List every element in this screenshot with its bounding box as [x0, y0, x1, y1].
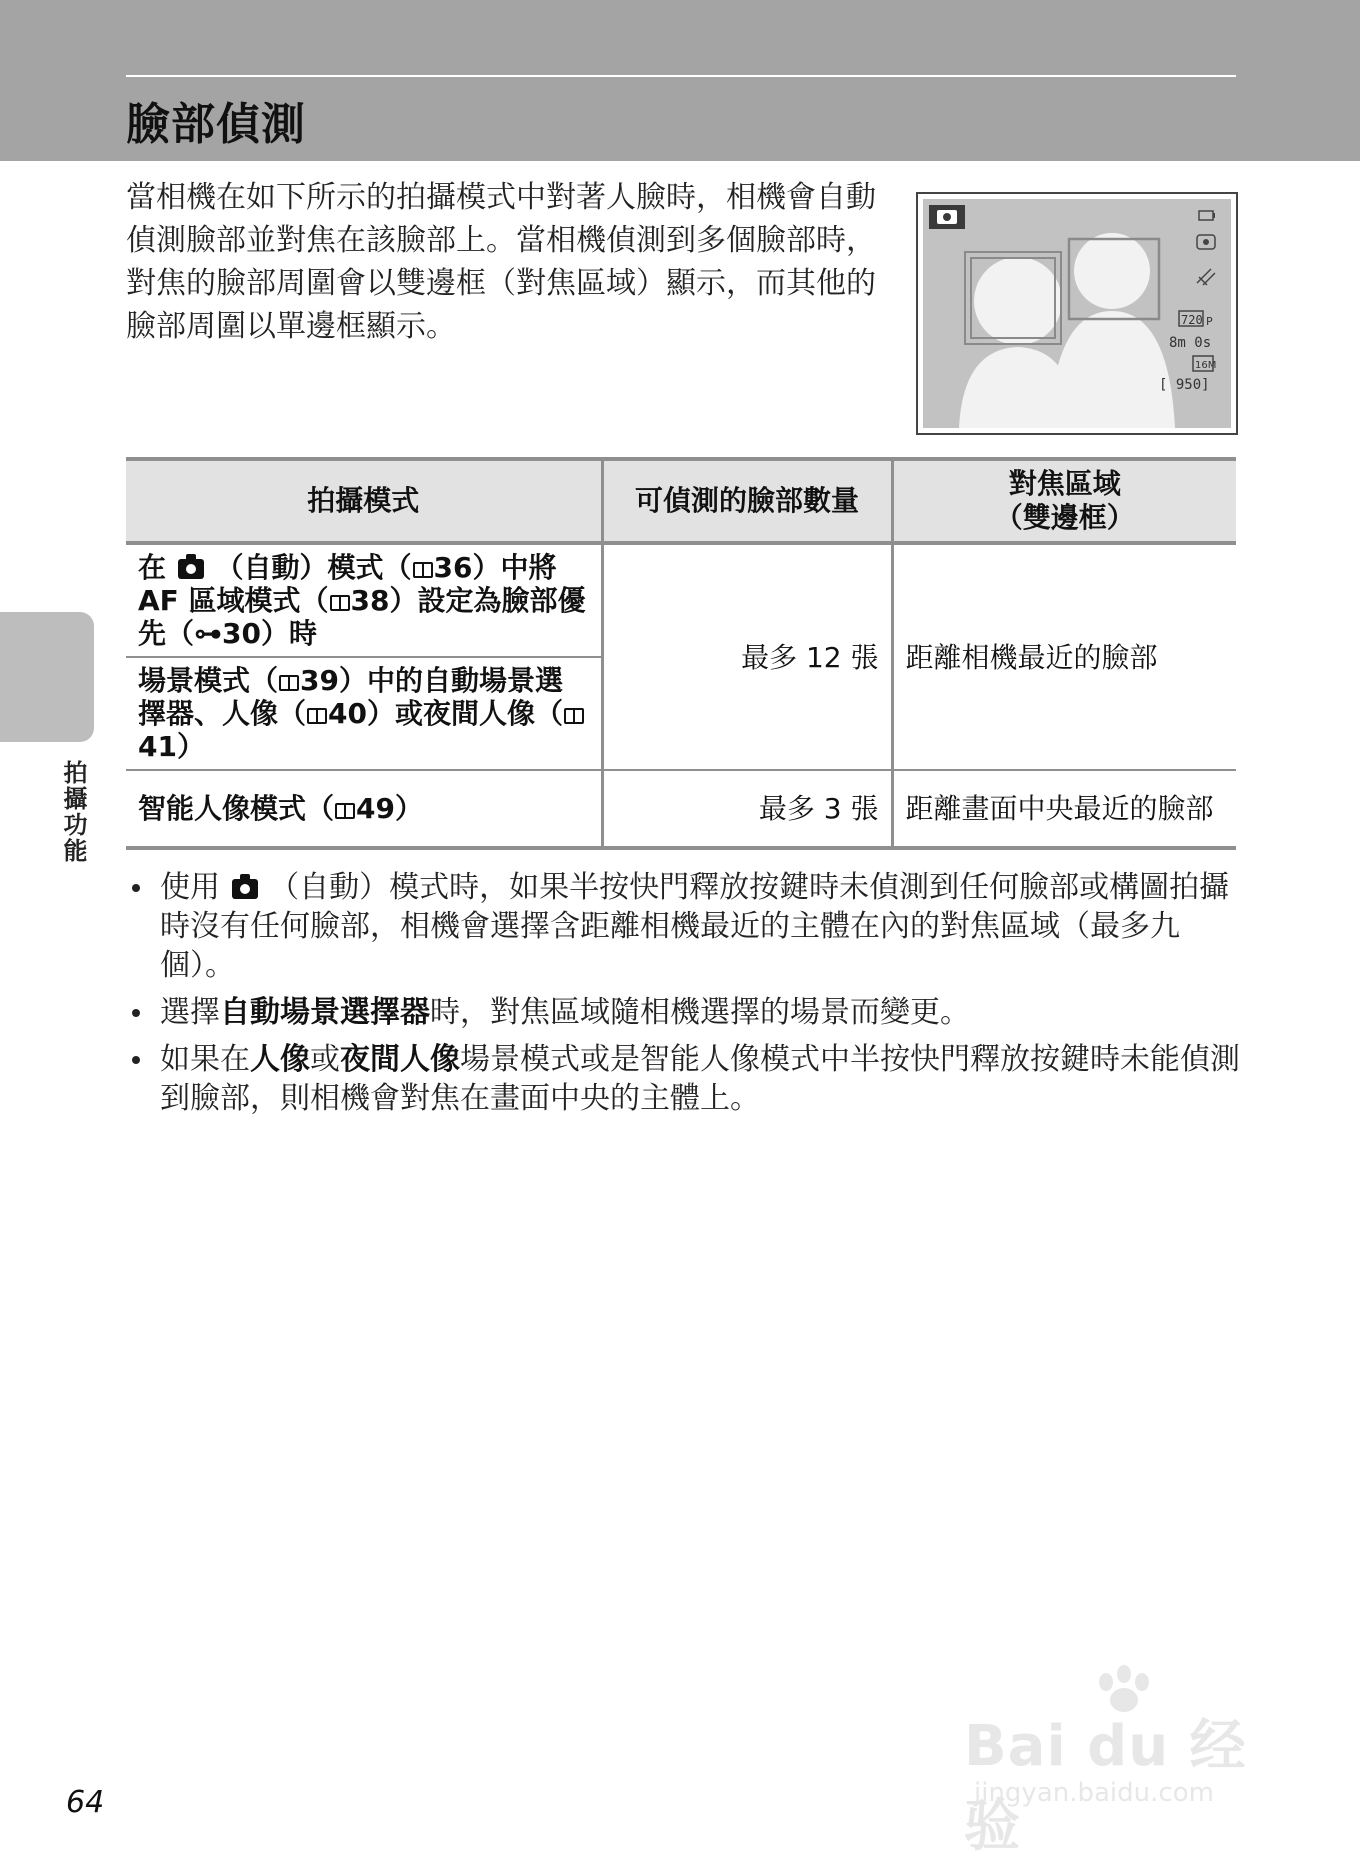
- note3-mid: 或: [310, 1042, 340, 1077]
- row2-text-c: 40）或夜間人像（: [328, 697, 563, 730]
- page-number: 64: [66, 1785, 105, 1820]
- page-reference-icon: [335, 803, 355, 819]
- page-reference-icon: [413, 562, 433, 578]
- header-focus-area: [892, 459, 1236, 543]
- note3-post: 場景模式或是智能人像模式中半按快門釋放按鍵時未能偵測到臉部，則相機會對焦在畫面中央的主體上。: [160, 1042, 1240, 1116]
- camera-preview: [916, 192, 1238, 435]
- list-item: [126, 868, 1246, 985]
- reference-link-icon: ⊶: [194, 617, 223, 650]
- mode-auto-face-priority: [126, 543, 602, 657]
- table-row: [126, 770, 1236, 848]
- focus-area-nearest-center: 距離畫面中央最近的臉部: [892, 770, 1236, 848]
- note3-bold2: 夜間人像: [340, 1042, 460, 1077]
- row2-text-a: 場景模式（: [138, 664, 279, 697]
- face-detection-table: [126, 457, 1236, 850]
- battery-icon: [1199, 211, 1213, 220]
- chapter-label: 拍攝功能: [59, 760, 87, 864]
- motion-detection-icon: [1197, 269, 1215, 285]
- note2-post: 時，對焦區域隨相機選擇的場景而變更。: [430, 995, 970, 1030]
- list-item: [126, 1040, 1246, 1118]
- note3-pre: 如果在: [160, 1042, 250, 1077]
- header-focus-area-line1: 對焦區域: [1008, 467, 1121, 500]
- auto-mode-icon: [232, 879, 258, 899]
- note2-bold: 自動場景選擇器: [220, 995, 430, 1030]
- face-detection-illustration: [923, 199, 1231, 428]
- header-rule: [126, 75, 1236, 77]
- remaining-shots: [ 950]: [1159, 377, 1210, 393]
- note1-post: （自動）模式時，如果半按快門釋放按鍵時未偵測到任何臉部或構圖拍攝時沒有任何臉部，相機會選擇含距離相機最近的主體在內的對焦區域（最多九個）。: [160, 870, 1230, 983]
- page-title: 臉部偵測: [126, 99, 306, 150]
- quality-label: P: [1206, 315, 1213, 328]
- table-header-row: [126, 459, 1236, 543]
- row1-text-a: 在: [138, 551, 167, 584]
- row1-text-b: （自動）模式（: [215, 551, 412, 584]
- bullet-icon: [132, 1056, 140, 1064]
- row1-text-c: 36）中將 AF 區域模式（: [138, 551, 557, 617]
- face-count-12: 最多 12 張: [602, 543, 892, 770]
- mode-scene-auto-portrait: [126, 657, 602, 770]
- preview-screen: [923, 199, 1231, 428]
- note3-bold1: 人像: [250, 1042, 310, 1077]
- face-right: [1074, 233, 1150, 309]
- header-face-count: 可偵測的臉部數量: [602, 459, 892, 543]
- note1-pre: 使用: [160, 870, 220, 905]
- face-count-3: 最多 3 張: [602, 770, 892, 848]
- list-item: [126, 993, 1246, 1032]
- intro-paragraph: [126, 176, 886, 348]
- watermark: [964, 1660, 1284, 1859]
- watermark-main: Bai du 经验: [964, 1714, 1247, 1859]
- row1-text-e: 30）時: [222, 617, 317, 650]
- row3-text-a: 智能人像模式（: [138, 792, 335, 825]
- auto-mode-icon: [178, 559, 204, 579]
- page-reference-icon: [564, 708, 584, 724]
- image-size-label: 16M: [1195, 360, 1217, 371]
- page-reference-icon: [279, 675, 299, 691]
- row3-text-b: 49）: [356, 792, 423, 825]
- remaining-time: 8m 0s: [1169, 335, 1212, 351]
- notes-list: [126, 868, 1246, 1126]
- page-reference-icon: [307, 708, 327, 724]
- intro-text: 當相機在如下所示的拍攝模式中對著人臉時，相機會自動偵測臉部並對焦在該臉部上。當相機偵測到多個臉部時，對焦的臉部周圍會以雙邊框（對焦區域）顯示，而其他的臉部周圍以單邊框顯示。: [126, 180, 876, 344]
- page-reference-icon: [330, 595, 350, 611]
- resolution-label: 720: [1181, 313, 1203, 327]
- note2-pre: 選擇: [160, 995, 220, 1030]
- row2-text-b: 39）中的自動場景選擇器、人像（: [138, 664, 563, 730]
- watermark-sub: jingyan.baidu.com: [974, 1778, 1214, 1808]
- row2-text-d: 41）: [138, 730, 205, 763]
- face-left: [974, 257, 1062, 345]
- header-shooting-mode: 拍攝模式: [126, 459, 602, 543]
- mode-smart-portrait: [126, 770, 602, 848]
- row1-text-d: 38）設定為臉部優先（: [138, 584, 586, 650]
- bullet-icon: [132, 884, 140, 892]
- bullet-icon: [132, 1009, 140, 1017]
- table-row: [126, 543, 1236, 657]
- body-right: [1049, 311, 1175, 428]
- chapter-tab: [0, 612, 94, 742]
- header-focus-area-line2: （雙邊框）: [994, 501, 1135, 534]
- focus-area-nearest-camera: 距離相機最近的臉部: [892, 543, 1236, 770]
